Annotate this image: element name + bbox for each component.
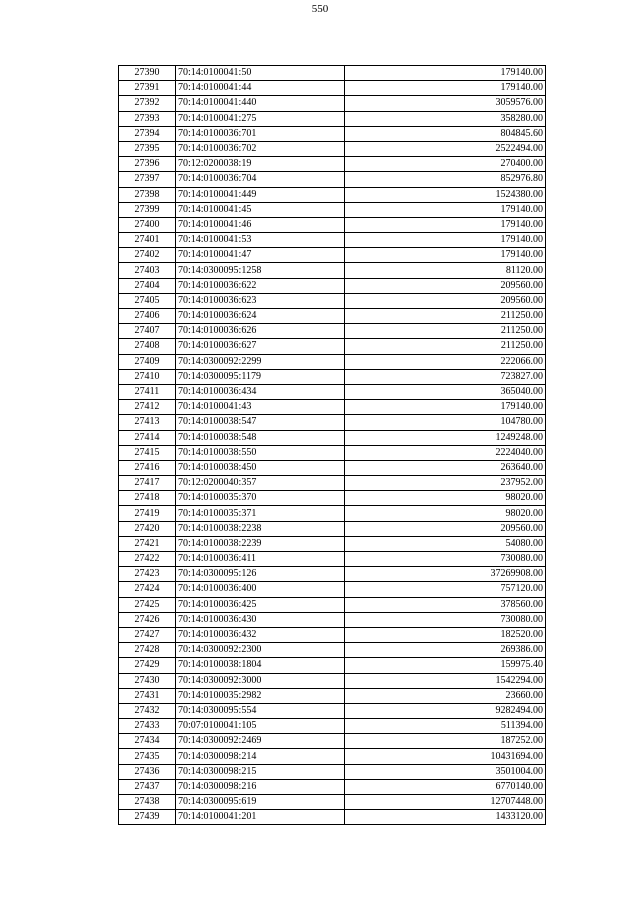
table-row xyxy=(119,111,546,126)
row-number-cell: 27433 xyxy=(119,719,176,734)
cadastral-number-cell: 70:14:0100036:400 xyxy=(176,582,345,597)
cadastral-number-cell: 70:14:0100036:425 xyxy=(176,597,345,612)
table-row xyxy=(119,688,546,703)
row-number-cell: 27405 xyxy=(119,293,176,308)
cadastral-number-cell: 70:14:0100041:275 xyxy=(176,111,345,126)
table-body xyxy=(119,66,546,825)
row-number-cell: 27411 xyxy=(119,384,176,399)
table-row xyxy=(119,430,546,445)
table-row xyxy=(119,627,546,642)
page-number: 550 xyxy=(311,3,329,15)
table-row xyxy=(119,278,546,293)
row-number-cell: 27397 xyxy=(119,172,176,187)
value-cell: 365040.00 xyxy=(345,384,546,399)
cadastral-number-cell: 70:12:0200038:19 xyxy=(176,157,345,172)
table-row xyxy=(119,567,546,582)
value-cell: 187252.00 xyxy=(345,734,546,749)
row-number-cell: 27406 xyxy=(119,309,176,324)
table-row xyxy=(119,764,546,779)
value-cell: 23660.00 xyxy=(345,688,546,703)
table-row xyxy=(119,491,546,506)
row-number-cell: 27437 xyxy=(119,779,176,794)
value-cell: 179140.00 xyxy=(345,233,546,248)
table-row xyxy=(119,415,546,430)
cadastral-number-cell: 70:14:0100041:44 xyxy=(176,81,345,96)
table-row xyxy=(119,597,546,612)
row-number-cell: 27431 xyxy=(119,688,176,703)
table-row xyxy=(119,795,546,810)
table-row xyxy=(119,612,546,627)
cadastral-number-cell: 70:14:0100035:2982 xyxy=(176,688,345,703)
row-number-cell: 27410 xyxy=(119,369,176,384)
row-number-cell: 27417 xyxy=(119,476,176,491)
row-number-cell: 27422 xyxy=(119,552,176,567)
value-cell: 6770140.00 xyxy=(345,779,546,794)
cadastral-number-cell: 70:14:0100036:411 xyxy=(176,552,345,567)
value-cell: 2224040.00 xyxy=(345,445,546,460)
cadastral-number-cell: 70:14:0100036:627 xyxy=(176,339,345,354)
row-number-cell: 27392 xyxy=(119,96,176,111)
cadastral-number-cell: 70:14:0300095:1258 xyxy=(176,263,345,278)
cadastral-number-cell: 70:14:0100036:702 xyxy=(176,141,345,156)
cadastral-number-cell: 70:14:0100035:371 xyxy=(176,506,345,521)
row-number-cell: 27428 xyxy=(119,643,176,658)
cadastral-number-cell: 70:14:0300095:126 xyxy=(176,567,345,582)
row-number-cell: 27398 xyxy=(119,187,176,202)
cadastral-number-cell: 70:14:0300098:215 xyxy=(176,764,345,779)
cadastral-number-cell: 70:14:0300098:216 xyxy=(176,779,345,794)
cadastral-number-cell: 70:14:0100036:622 xyxy=(176,278,345,293)
row-number-cell: 27426 xyxy=(119,612,176,627)
cadastral-number-cell: 70:14:0300092:2299 xyxy=(176,354,345,369)
value-cell: 270400.00 xyxy=(345,157,546,172)
value-cell: 179140.00 xyxy=(345,217,546,232)
value-cell: 98020.00 xyxy=(345,506,546,521)
value-cell: 723827.00 xyxy=(345,369,546,384)
table-row xyxy=(119,248,546,263)
cadastral-number-cell: 70:12:0200040:357 xyxy=(176,476,345,491)
cadastral-number-cell: 70:14:0100036:626 xyxy=(176,324,345,339)
row-number-cell: 27416 xyxy=(119,460,176,475)
cadastral-number-cell: 70:14:0100041:45 xyxy=(176,202,345,217)
row-number-cell: 27401 xyxy=(119,233,176,248)
row-number-cell: 27435 xyxy=(119,749,176,764)
cadastral-number-cell: 70:14:0100038:2239 xyxy=(176,536,345,551)
cadastral-number-cell: 70:14:0100036:624 xyxy=(176,309,345,324)
table-row xyxy=(119,66,546,81)
table-row xyxy=(119,202,546,217)
row-number-cell: 27399 xyxy=(119,202,176,217)
cadastral-number-cell: 70:14:0100041:50 xyxy=(176,66,345,81)
value-cell: 12707448.00 xyxy=(345,795,546,810)
table-row xyxy=(119,157,546,172)
row-number-cell: 27429 xyxy=(119,658,176,673)
row-number-cell: 27404 xyxy=(119,278,176,293)
row-number-cell: 27432 xyxy=(119,703,176,718)
cadastral-number-cell: 70:14:0100038:547 xyxy=(176,415,345,430)
cadastral-number-cell: 70:14:0100038:450 xyxy=(176,460,345,475)
value-cell: 179140.00 xyxy=(345,81,546,96)
table-row xyxy=(119,445,546,460)
value-cell: 804845.60 xyxy=(345,126,546,141)
cadastral-number-cell: 70:14:0100036:623 xyxy=(176,293,345,308)
value-cell: 1542294.00 xyxy=(345,673,546,688)
row-number-cell: 27427 xyxy=(119,627,176,642)
table-row xyxy=(119,673,546,688)
table-row xyxy=(119,460,546,475)
row-number-cell: 27438 xyxy=(119,795,176,810)
row-number-cell: 27418 xyxy=(119,491,176,506)
table-row xyxy=(119,400,546,415)
table-row xyxy=(119,141,546,156)
value-cell: 179140.00 xyxy=(345,400,546,415)
cadastral-number-cell: 70:14:0100036:701 xyxy=(176,126,345,141)
table-row xyxy=(119,582,546,597)
table-row xyxy=(119,96,546,111)
value-cell: 104780.00 xyxy=(345,415,546,430)
row-number-cell: 27413 xyxy=(119,415,176,430)
value-cell: 179140.00 xyxy=(345,248,546,263)
value-cell: 757120.00 xyxy=(345,582,546,597)
value-cell: 179140.00 xyxy=(345,66,546,81)
value-cell: 211250.00 xyxy=(345,324,546,339)
table-row xyxy=(119,324,546,339)
cadastral-number-cell: 70:14:0300095:619 xyxy=(176,795,345,810)
row-number-cell: 27439 xyxy=(119,810,176,825)
cadastral-number-cell: 70:14:0300095:1179 xyxy=(176,369,345,384)
value-cell: 209560.00 xyxy=(345,278,546,293)
table-row xyxy=(119,126,546,141)
value-cell: 263640.00 xyxy=(345,460,546,475)
cadastral-number-cell: 70:14:0300092:2469 xyxy=(176,734,345,749)
table-row xyxy=(119,81,546,96)
value-cell: 209560.00 xyxy=(345,293,546,308)
row-number-cell: 27430 xyxy=(119,673,176,688)
cadastral-number-cell: 70:14:0100041:47 xyxy=(176,248,345,263)
table-row xyxy=(119,810,546,825)
row-number-cell: 27412 xyxy=(119,400,176,415)
table-row xyxy=(119,384,546,399)
row-number-cell: 27391 xyxy=(119,81,176,96)
value-cell: 237952.00 xyxy=(345,476,546,491)
value-cell: 159975.40 xyxy=(345,658,546,673)
row-number-cell: 27424 xyxy=(119,582,176,597)
table-row xyxy=(119,506,546,521)
table-row xyxy=(119,643,546,658)
table-row xyxy=(119,779,546,794)
table-row xyxy=(119,749,546,764)
table-row xyxy=(119,354,546,369)
cadastral-number-cell: 70:14:0100041:440 xyxy=(176,96,345,111)
row-number-cell: 27396 xyxy=(119,157,176,172)
value-cell: 37269908.00 xyxy=(345,567,546,582)
value-cell: 1249248.00 xyxy=(345,430,546,445)
cadastral-number-cell: 70:14:0100038:1804 xyxy=(176,658,345,673)
value-cell: 730080.00 xyxy=(345,552,546,567)
row-number-cell: 27436 xyxy=(119,764,176,779)
cadastral-number-cell: 70:14:0300092:3000 xyxy=(176,673,345,688)
value-cell: 211250.00 xyxy=(345,309,546,324)
cadastral-number-cell: 70:14:0300092:2300 xyxy=(176,643,345,658)
table-row xyxy=(119,476,546,491)
table-row xyxy=(119,233,546,248)
cadastral-number-cell: 70:14:0100036:434 xyxy=(176,384,345,399)
cadastral-number-cell: 70:14:0100036:704 xyxy=(176,172,345,187)
value-cell: 358280.00 xyxy=(345,111,546,126)
row-number-cell: 27408 xyxy=(119,339,176,354)
table-row xyxy=(119,521,546,536)
row-number-cell: 27425 xyxy=(119,597,176,612)
table-row xyxy=(119,309,546,324)
row-number-cell: 27395 xyxy=(119,141,176,156)
table-row xyxy=(119,172,546,187)
table-row xyxy=(119,552,546,567)
cadastral-number-cell: 70:14:0100041:449 xyxy=(176,187,345,202)
value-cell: 211250.00 xyxy=(345,339,546,354)
row-number-cell: 27420 xyxy=(119,521,176,536)
value-cell: 1524380.00 xyxy=(345,187,546,202)
row-number-cell: 27434 xyxy=(119,734,176,749)
row-number-cell: 27415 xyxy=(119,445,176,460)
value-cell: 3501004.00 xyxy=(345,764,546,779)
table-row xyxy=(119,263,546,278)
value-cell: 852976.80 xyxy=(345,172,546,187)
cadastral-number-cell: 70:14:0100041:43 xyxy=(176,400,345,415)
value-cell: 179140.00 xyxy=(345,202,546,217)
value-cell: 182520.00 xyxy=(345,627,546,642)
value-cell: 378560.00 xyxy=(345,597,546,612)
table-row xyxy=(119,187,546,202)
cadastral-number-cell: 70:14:0300098:214 xyxy=(176,749,345,764)
row-number-cell: 27419 xyxy=(119,506,176,521)
cadastral-number-cell: 70:14:0100041:46 xyxy=(176,217,345,232)
row-number-cell: 27403 xyxy=(119,263,176,278)
value-cell: 511394.00 xyxy=(345,719,546,734)
value-cell: 222066.00 xyxy=(345,354,546,369)
table-row xyxy=(119,293,546,308)
value-cell: 730080.00 xyxy=(345,612,546,627)
cadastral-number-cell: 70:14:0100036:430 xyxy=(176,612,345,627)
row-number-cell: 27409 xyxy=(119,354,176,369)
cadastral-number-cell: 70:14:0100035:370 xyxy=(176,491,345,506)
table-row xyxy=(119,217,546,232)
value-cell: 2522494.00 xyxy=(345,141,546,156)
table-row xyxy=(119,719,546,734)
cadastral-number-cell: 70:14:0100041:201 xyxy=(176,810,345,825)
table-row xyxy=(119,703,546,718)
row-number-cell: 27414 xyxy=(119,430,176,445)
value-cell: 269386.00 xyxy=(345,643,546,658)
table-row xyxy=(119,339,546,354)
row-number-cell: 27394 xyxy=(119,126,176,141)
row-number-cell: 27400 xyxy=(119,217,176,232)
value-cell: 209560.00 xyxy=(345,521,546,536)
value-cell: 1433120.00 xyxy=(345,810,546,825)
value-cell: 3059576.00 xyxy=(345,96,546,111)
cadastral-number-cell: 70:14:0100038:2238 xyxy=(176,521,345,536)
cadastral-number-cell: 70:14:0100038:548 xyxy=(176,430,345,445)
cadastral-number-cell: 70:14:0100038:550 xyxy=(176,445,345,460)
value-cell: 9282494.00 xyxy=(345,703,546,718)
cadastral-number-cell: 70:14:0300095:554 xyxy=(176,703,345,718)
cadastral-number-cell: 70:14:0100036:432 xyxy=(176,627,345,642)
row-number-cell: 27393 xyxy=(119,111,176,126)
table-row xyxy=(119,734,546,749)
value-cell: 81120.00 xyxy=(345,263,546,278)
table-row xyxy=(119,369,546,384)
table-row xyxy=(119,536,546,551)
row-number-cell: 27423 xyxy=(119,567,176,582)
cadastral-value-table xyxy=(118,65,546,825)
cadastral-number-cell: 70:14:0100041:53 xyxy=(176,233,345,248)
row-number-cell: 27390 xyxy=(119,66,176,81)
value-cell: 10431694.00 xyxy=(345,749,546,764)
row-number-cell: 27407 xyxy=(119,324,176,339)
value-cell: 54080.00 xyxy=(345,536,546,551)
value-cell: 98020.00 xyxy=(345,491,546,506)
cadastral-number-cell: 70:07:0100041:105 xyxy=(176,719,345,734)
row-number-cell: 27402 xyxy=(119,248,176,263)
row-number-cell: 27421 xyxy=(119,536,176,551)
table-row xyxy=(119,658,546,673)
